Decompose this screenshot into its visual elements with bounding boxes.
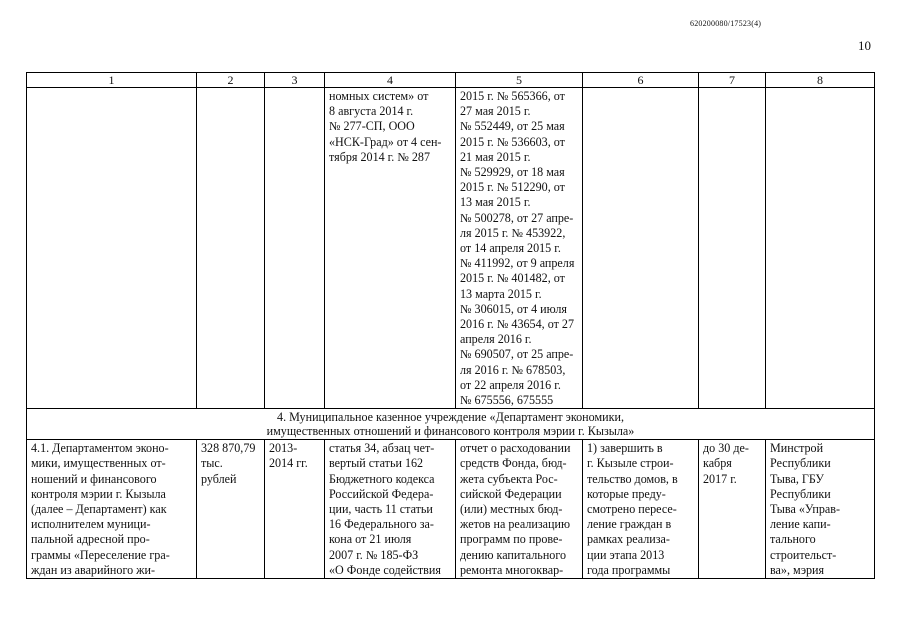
table-cell bbox=[27, 88, 197, 409]
section-title: 4. Муниципальное казенное учреждение «Департамент экономики, имущественных отношений и финансового контроля мэрии г. Кызыла» bbox=[27, 409, 875, 440]
table-cell: 1) завершить в г. Кызыле строи- тельство домов, в которые преду- смотрено пересе- ление граждан в рамках реализа- ции этапа 2013 года программы bbox=[583, 440, 699, 579]
header-cell: 6 bbox=[583, 73, 699, 88]
table-row bbox=[27, 88, 875, 409]
table-cell bbox=[265, 88, 325, 409]
header-cell: 4 bbox=[325, 73, 456, 88]
table-cell bbox=[197, 88, 265, 409]
table-cell: 328 870,79 тыс. рублей bbox=[197, 440, 265, 579]
section-row bbox=[27, 409, 875, 440]
header-cell: 2 bbox=[197, 73, 265, 88]
header-cell: 5 bbox=[456, 73, 583, 88]
data-table bbox=[26, 72, 875, 579]
table-cell: статья 34, абзац чет- вертый статьи 162 Бюджетного кодекса Российской Федера- ции, часть 11 статьи 16 Федерального за- кона от 21 июля 2007 г. № 185-ФЗ «О Фонде содействия bbox=[325, 440, 456, 579]
header-cell: 8 bbox=[766, 73, 875, 88]
table-cell: 4.1. Департаментом эконо- мики, имущественных от- ношений и финансового контроля мэрии г. Кызыла (далее – Департамент) как исполнителем муници- пальной адресной про- граммы «Переселение гра- ждан из аварийного жи- bbox=[27, 440, 197, 579]
header-cell: 3 bbox=[265, 73, 325, 88]
document-code: 620200080/17523(4) bbox=[690, 19, 762, 28]
table-cell: до 30 де- кабря 2017 г. bbox=[699, 440, 766, 579]
table-header-row bbox=[27, 73, 875, 88]
table-cell bbox=[766, 88, 875, 409]
table-cell bbox=[699, 88, 766, 409]
header-cell: 7 bbox=[699, 73, 766, 88]
table-row bbox=[27, 440, 875, 579]
table-cell: 2013- 2014 гг. bbox=[265, 440, 325, 579]
table-cell: Минстрой Республики Тыва, ГБУ Республики Тыва «Управ- ление капи- тального строительст- ва», мэрия bbox=[766, 440, 875, 579]
page-number: 10 bbox=[858, 38, 871, 53]
header-cell: 1 bbox=[27, 73, 197, 88]
table-cell bbox=[583, 88, 699, 409]
table-cell: 2015 г. № 565366, от 27 мая 2015 г. № 552449, от 25 мая 2015 г. № 536603, от 21 мая 2015 г. № 529929, от 18 мая 2015 г. № 512290, от 13 мая 2015 г. № 500278, от 27 апре- ля 2015 г. № 453922, от 14 апреля 2015 г. № 411992, от 9 апреля 2015 г. № 401482, от 13 марта 2015 г. № 306015, от 4 июля 2016 г. № 43654, от 27 апреля 2016 г. № 690507, от 25 апре- ля 2016 г. № 678503, от 22 апреля 2016 г. № 675556, 675555 bbox=[456, 88, 583, 409]
table-cell: номных систем» от 8 августа 2014 г. № 277-СП, ООО «НСК-Град» от 4 сен- тября 2014 г. № 287 bbox=[325, 88, 456, 409]
table-cell: отчет о расходовании средств Фонда, бюд- жета субъекта Рос- сийской Федерации (или) местных бюд- жетов на реализацию программ по прове- дению капитального ремонта многоквар- bbox=[456, 440, 583, 579]
